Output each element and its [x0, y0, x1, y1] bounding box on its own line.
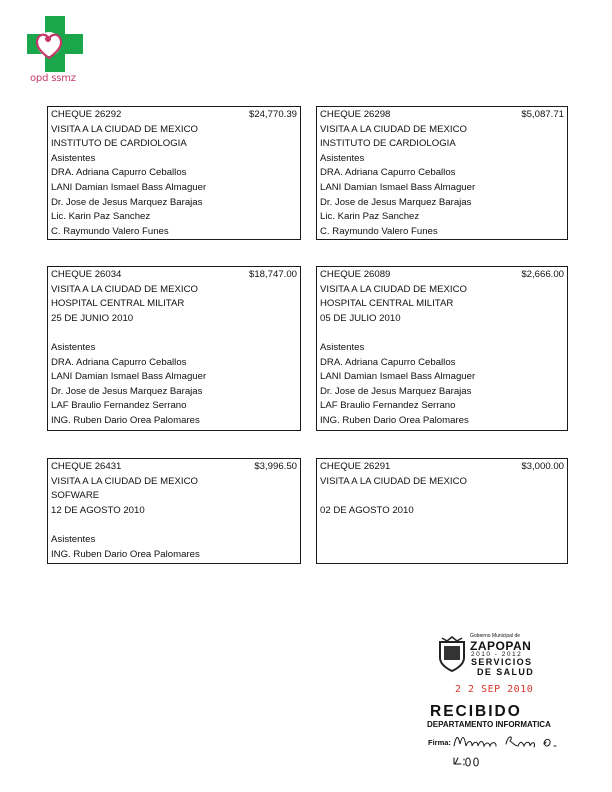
- cheque-line: VISITA A LA CIUDAD DE MEXICO: [51, 283, 198, 295]
- cheque-line: Asistentes: [51, 341, 96, 353]
- cheque-line: VISITA A LA CIUDAD DE MEXICO: [320, 475, 467, 487]
- cheque-line: ING. Ruben Dario Orea Palomares: [320, 414, 469, 426]
- cheque-box: [316, 266, 568, 431]
- cheque-amount: $3,000.00: [521, 461, 564, 472]
- cheque-line: Lic. Karin Paz Sanchez: [320, 211, 420, 223]
- cheque-amount: $3,996.50: [254, 461, 297, 472]
- cheque-line: ING. Ruben Dario Orea Palomares: [51, 548, 200, 560]
- stamp-service-2: DE SALUD: [477, 667, 535, 677]
- cheque-line: Dr. Jose de Jesus Marquez Barajas: [320, 385, 472, 397]
- cheque-line: VISITA A LA CIUDAD DE MEXICO: [51, 123, 198, 135]
- cheque-amount: $5,087.71: [521, 109, 564, 120]
- stamp-years: 2010 - 2012: [471, 651, 523, 658]
- cheque-line: VISITA A LA CIUDAD DE MEXICO: [320, 283, 467, 295]
- cheque-line: [320, 326, 564, 341]
- cheque-line: HOSPITAL CENTRAL MILITAR: [51, 298, 185, 310]
- cheque-number: CHEQUE 26089: [320, 269, 391, 280]
- cheque-line: DRA. Adriana Capurro Ceballos: [320, 356, 456, 368]
- cheque-line: 12 DE AGOSTO 2010: [51, 504, 145, 516]
- cheque-line: LAF Braulio Fernandez Serrano: [320, 400, 456, 412]
- cheque-line: [320, 489, 564, 504]
- cheque-line: LAF Braulio Fernandez Serrano: [51, 400, 187, 412]
- cheque-line: C. Raymundo Valero Funes: [51, 225, 169, 237]
- cheque-line: 05 DE JULIO 2010: [320, 312, 401, 324]
- cheque-line: Dr. Jose de Jesus Marquez Barajas: [51, 196, 203, 208]
- cheque-line: LANI Damian Ismael Bass Almaguer: [51, 181, 207, 193]
- cheque-number: CHEQUE 26291: [320, 461, 391, 472]
- cheque-box: [47, 458, 301, 564]
- cheque-line: VISITA A LA CIUDAD DE MEXICO: [51, 475, 198, 487]
- cheque-line: HOSPITAL CENTRAL MILITAR: [320, 298, 454, 310]
- cheque-amount: $24,770.39: [248, 109, 297, 120]
- received-title: RECIBIDO: [430, 703, 522, 720]
- cheque-line: DRA. Adriana Capurro Ceballos: [51, 167, 187, 179]
- zapopan-seal-icon: [437, 636, 467, 672]
- cheque-line: Asistentes: [320, 152, 365, 164]
- cheque-line: Dr. Jose de Jesus Marquez Barajas: [51, 385, 203, 397]
- cheque-number: CHEQUE 26431: [51, 461, 122, 472]
- stamp-city: ZAPOPAN: [470, 639, 532, 653]
- received-date: 2 2 SEP 2010: [455, 684, 534, 695]
- cheque-box: [47, 266, 301, 431]
- cheque-line: [51, 326, 297, 341]
- cheque-line: DRA. Adriana Capurro Ceballos: [320, 167, 456, 179]
- cheque-number: CHEQUE 26298: [320, 109, 391, 120]
- cheque-line: 25 DE JUNIO 2010: [51, 312, 134, 324]
- stamp-service-1: SERVICIOS: [471, 657, 533, 667]
- cheque-line: LANI Damian Ismael Bass Almaguer: [320, 371, 476, 383]
- handwritten-signature: [450, 728, 565, 776]
- cheque-line: VISITA A LA CIUDAD DE MEXICO: [320, 123, 467, 135]
- stamp-gob-line: Gobierno Municipal de: [470, 633, 521, 639]
- firma-label: Firma:: [428, 738, 451, 747]
- cheque-line: DRA. Adriana Capurro Ceballos: [51, 356, 187, 368]
- cheque-line: LANI Damian Ismael Bass Almaguer: [320, 181, 476, 193]
- cheque-number: CHEQUE 26034: [51, 269, 122, 280]
- cheque-line: INSTITUTO DE CARDIOLOGIA: [320, 138, 456, 150]
- cheque-amount: $2,666.00: [521, 269, 564, 280]
- logo-text: opd ssmz: [30, 73, 76, 84]
- cheque-line: 02 DE AGOSTO 2010: [320, 504, 414, 516]
- cheque-line: Asistentes: [320, 341, 365, 353]
- cheque-box: [316, 106, 568, 240]
- cheque-line: Lic. Karin Paz Sanchez: [51, 211, 151, 223]
- cheque-line: C. Raymundo Valero Funes: [320, 225, 438, 237]
- cheque-line: LANI Damian Ismael Bass Almaguer: [51, 371, 207, 383]
- cheque-box: [47, 106, 301, 240]
- cheque-line: ING. Ruben Dario Orea Palomares: [51, 414, 200, 426]
- cheque-box: [316, 458, 568, 564]
- cheque-amount: $18,747.00: [248, 269, 297, 280]
- cheque-line: Asistentes: [51, 533, 96, 545]
- cheque-line: Dr. Jose de Jesus Marquez Barajas: [320, 196, 472, 208]
- cheque-line: Asistentes: [51, 152, 96, 164]
- cheque-number: CHEQUE 26292: [51, 109, 122, 120]
- cheque-line: INSTITUTO DE CARDIOLOGIA: [51, 138, 187, 150]
- cheque-line: [51, 518, 297, 533]
- received-department: DEPARTAMENTO INFORMATICA: [427, 720, 551, 729]
- cheque-line: SOFWARE: [51, 490, 100, 502]
